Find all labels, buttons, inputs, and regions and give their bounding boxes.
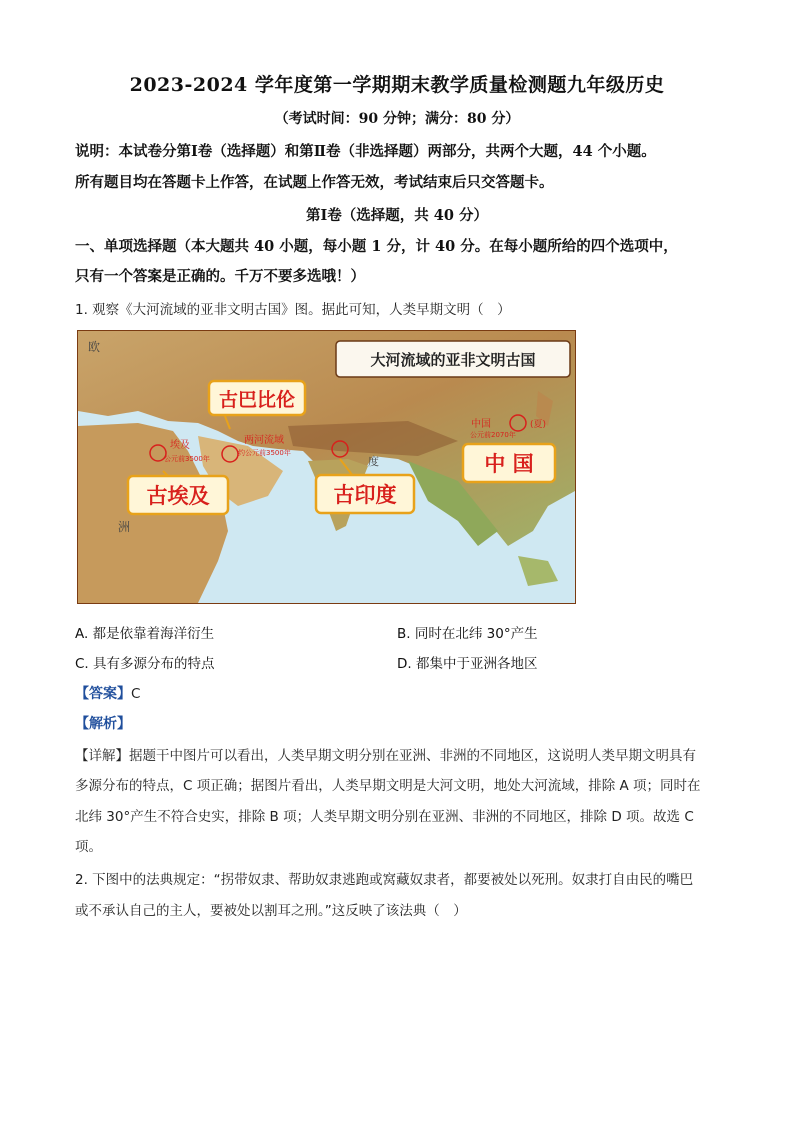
china-callout <box>463 444 555 482</box>
section-title: 第Ⅰ卷（选择题，共 40 分） <box>305 207 489 224</box>
question-2-line-2: 或不承认自己的主人，要被处以割耳之刑。”这反映了该法典（ ） <box>75 903 467 919</box>
option-c: C. 具有多源分布的特点 <box>75 656 215 672</box>
egypt-label: 古埃及 <box>146 484 210 508</box>
analysis-row <box>75 713 725 733</box>
xia-label: (夏) <box>530 420 547 430</box>
detail-line-1: 【详解】据题干中图片可以看出，人类早期文明分别在亚洲、非洲的不同地区，这说明人类早期文明具有 <box>75 748 696 764</box>
section-heading-line-1: 一、单项选择题（本大题共 40 小题，每小题 1 分，计 40 分。在每小题所给的四个选项中， <box>75 238 678 255</box>
egypt-date: 公元前3500年 <box>164 455 210 463</box>
answer-label: 【答案】 <box>75 686 131 702</box>
mesopotamia-date: 约公元前3500年 <box>238 449 291 457</box>
instructions-line-1: 说明：本试卷分第Ⅰ卷（选择题）和第Ⅱ卷（非选择题）两部分，共两个大题，44 个小题。 <box>75 143 656 160</box>
question-2-line-1: 2. 下图中的法典规定：“拐带奴隶、帮助奴隶逃跑或窝藏奴隶者，都要被处以死刑。奴隶打自由民的嘴巴 <box>75 872 694 888</box>
africa-label: 洲 <box>118 520 131 534</box>
answer-value: C <box>131 686 141 702</box>
option-d: D. 都集中于亚洲各地区 <box>397 656 538 672</box>
map-figure <box>77 330 576 604</box>
egypt-callout <box>128 471 228 514</box>
china-date: 公元前2070年 <box>470 431 516 439</box>
detail-line-4: 项。 <box>75 839 102 855</box>
detail-line-3: 北纬 30°产生不符合史实，排除 B 项；人类早期文明分别在亚洲、非洲的不同地区，排除 D 项。故选 C <box>75 809 694 825</box>
babylon-label: 古巴比伦 <box>218 389 296 411</box>
exam-duration: （考试时间：90 分钟；满分：80 分） <box>274 111 520 127</box>
option-a: A. 都是依靠着海洋衍生 <box>75 626 215 642</box>
india-label: 古印度 <box>333 483 397 507</box>
section-heading-line-2: 只有一个答案是正确的。千万不要多选哦！） <box>75 268 365 285</box>
egypt-small-label: 埃及 <box>170 440 190 451</box>
map-illustration <box>78 331 575 603</box>
europe-label: 欧 <box>88 340 101 354</box>
option-b: B. 同时在北纬 30°产生 <box>397 626 538 642</box>
detail-line-2: 多源分布的特点，C 项正确；据图片看出，人类早期文明是大河文明，地处大河流域，排除 A 项；同时在 <box>75 778 701 794</box>
question-1-stem: 1. 观察《大河流域的亚非文明古国》图。据此可知，人类早期文明（ ） <box>75 302 511 318</box>
map-banner-title: 大河流域的亚非文明古国 <box>370 351 536 369</box>
mesopotamia-label: 两河流域 <box>244 435 284 446</box>
instructions-line-2: 所有题目均在答题卡上作答，在试题上作答无效，考试结束后只交答题卡。 <box>75 174 554 191</box>
china-label: 中 国 <box>484 452 534 476</box>
answer-row <box>75 683 725 703</box>
india-small-label: 度 <box>368 455 379 468</box>
page-title: 2023-2024 学年度第一学期期末教学质量检测题九年级历史 <box>129 74 665 96</box>
china-small-label: 中国 <box>471 419 491 430</box>
analysis-label: 【解析】 <box>75 716 131 732</box>
